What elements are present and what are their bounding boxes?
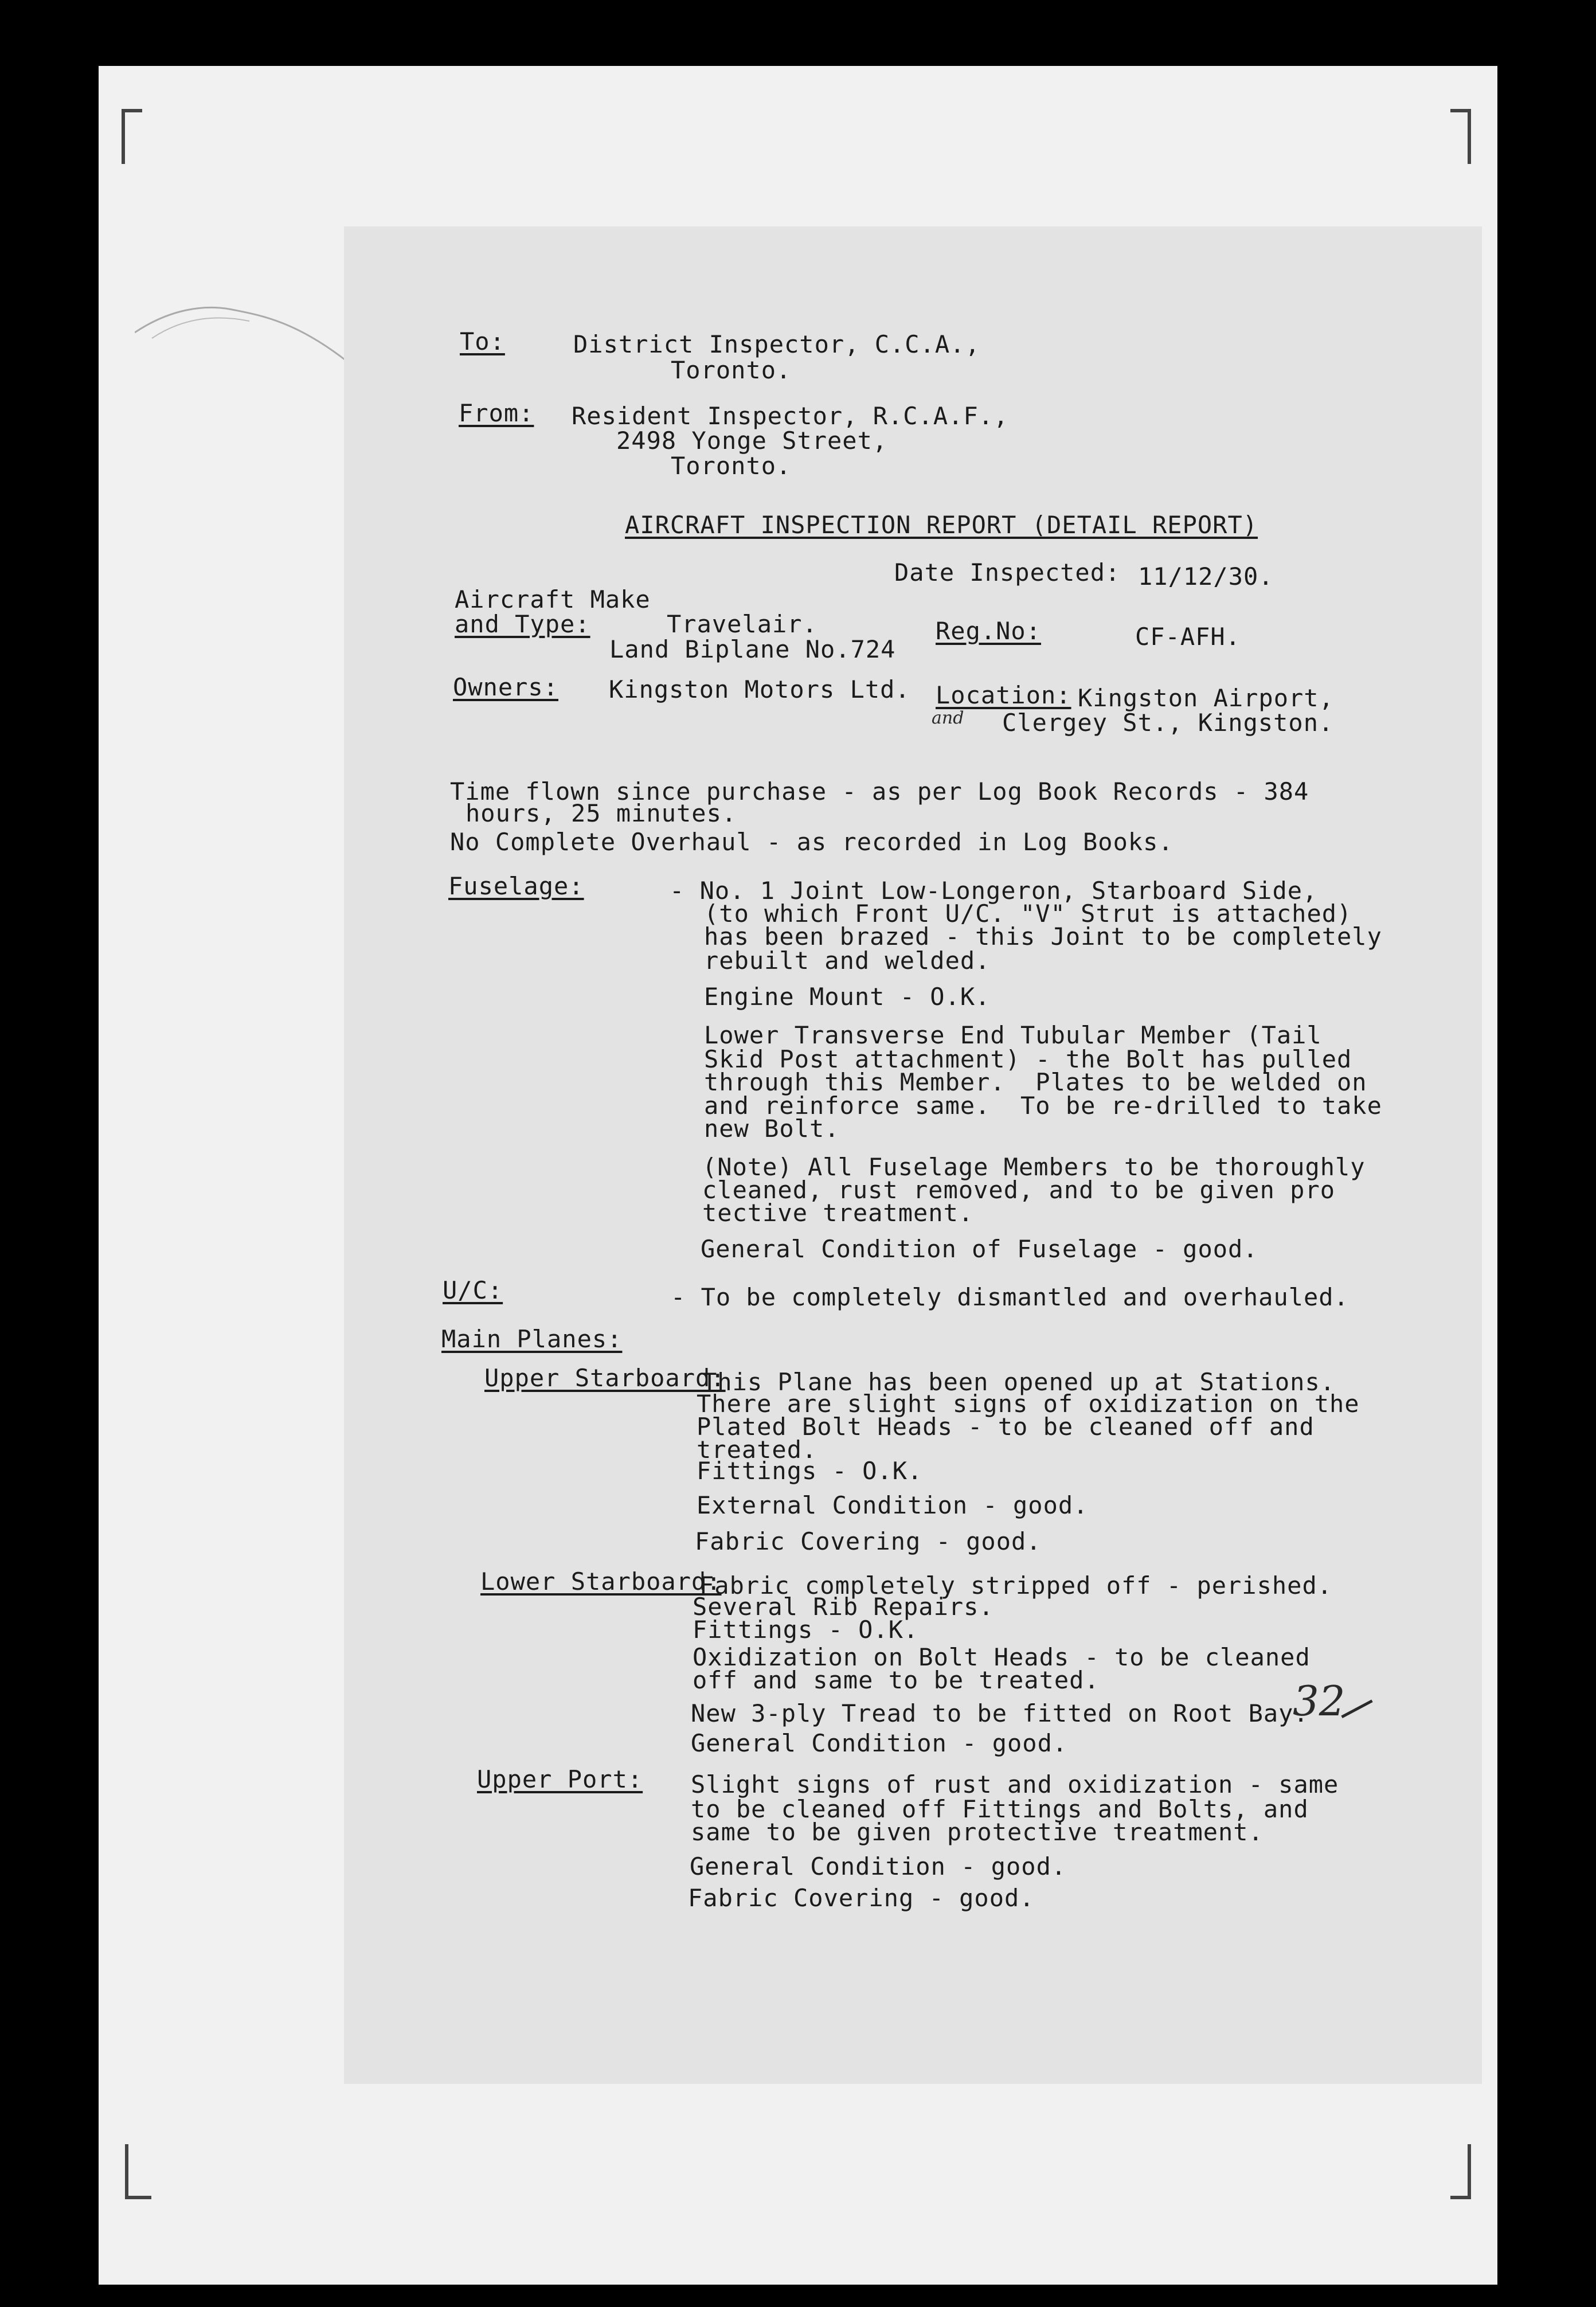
lower-starboard-line-6: New 3-ply Tread to be fitted on Root Bay.: [691, 1699, 1309, 1727]
uc-item: - To be completely dismantled and overhauled.: [671, 1283, 1349, 1311]
fuselage-item-5: General Condition of Fuselage - good.: [701, 1235, 1258, 1263]
lower-starboard-label: Lower Starboard:: [480, 1567, 722, 1596]
fuselage-item-1-line-4: rebuilt and welded.: [704, 947, 991, 975]
fuselage-item-3-line-2: Skid Post attachment) - the Bolt has pulled: [704, 1045, 1352, 1073]
fuselage-item-1-line-3: has been brazed - this Joint to be completely: [704, 922, 1382, 951]
lower-starboard-line-7: General Condition - good.: [691, 1729, 1068, 1757]
from-label: From:: [459, 399, 534, 427]
upper-starboard-line-5: Fittings - O.K.: [697, 1457, 923, 1485]
fuselage-item-4-line-1: (Note) All Fuselage Members to be thoroughly: [702, 1153, 1366, 1181]
reg-value: CF-AFH.: [1135, 623, 1241, 651]
upper-starboard-line-2: There are slight signs of oxidization on the: [697, 1390, 1360, 1418]
make-label-1: Aircraft Make: [455, 585, 651, 613]
main-planes-label: Main Planes:: [441, 1325, 623, 1353]
location-value-1: Kingston Airport,: [1078, 684, 1334, 712]
from-line-3: Toronto.: [671, 452, 792, 480]
fuselage-item-1-line-1: - No. 1 Joint Low-Longeron, Starboard Side,: [670, 877, 1318, 905]
fuselage-item-4-line-2: cleaned, rust removed, and to be given pro: [702, 1176, 1336, 1204]
upper-port-line-1: Slight signs of rust and oxidization - same: [691, 1770, 1339, 1798]
upper-starboard-line-1: This Plane has been opened up at Stations.: [702, 1368, 1336, 1396]
upper-starboard-line-7: Fabric Covering - good.: [695, 1527, 1042, 1555]
make-label-2: and Type:: [455, 610, 590, 638]
upper-port-line-4: General Condition - good.: [690, 1852, 1067, 1880]
upper-port-line-3: same to be given protective treatment.: [691, 1818, 1264, 1846]
handwritten-folio-number: 32: [1293, 1677, 1345, 1725]
fuselage-item-1-line-2: (to which Front U/C. "V" Strut is attached): [704, 900, 1352, 928]
crop-mark-top-left: [122, 109, 142, 164]
fuselage-item-3-line-4: and reinforce same. To be re-drilled to take: [704, 1092, 1382, 1120]
lower-starboard-line-5: off and same to be treated.: [693, 1666, 1100, 1694]
to-line-2: Toronto.: [671, 356, 792, 384]
paper-fiber-mark: [135, 298, 347, 367]
make-value-1: Travelair.: [667, 610, 817, 638]
location-value-2: Clergey St., Kingston.: [1002, 709, 1334, 737]
owners-value: Kingston Motors Ltd.: [609, 675, 910, 703]
to-line-1: District Inspector, C.C.A.,: [573, 330, 980, 358]
to-label: To:: [460, 327, 505, 355]
lower-starboard-line-3: Fittings - O.K.: [693, 1616, 919, 1644]
date-value: 11/12/30.: [1138, 562, 1274, 591]
lower-starboard-line-2: Several Rib Repairs.: [693, 1593, 994, 1621]
summary-line-3: No Complete Overhaul - as recorded in Log Books.: [450, 828, 1173, 856]
from-line-1: Resident Inspector, R.C.A.F.,: [572, 402, 1009, 430]
fuselage-item-3-line-1: Lower Transverse End Tubular Member (Tail: [704, 1021, 1322, 1049]
upper-starboard-line-3: Plated Bolt Heads - to be cleaned off and: [697, 1413, 1315, 1441]
location-label: Location:: [936, 681, 1071, 709]
handwritten-and: and: [932, 708, 964, 728]
summary-line-2: hours, 25 minutes.: [466, 799, 737, 827]
upper-port-line-2: to be cleaned off Fittings and Bolts, and: [691, 1795, 1309, 1823]
fuselage-item-3-line-5: new Bolt.: [704, 1115, 840, 1143]
crop-mark-top-right: [1450, 109, 1471, 164]
crop-mark-bottom-right: [1450, 2144, 1471, 2199]
fuselage-item-3-line-3: through this Member. Plates to be welded on: [704, 1068, 1367, 1096]
summary-line-1: Time flown since purchase - as per Log Book Records - 384: [450, 777, 1309, 806]
crop-mark-bottom-left: [125, 2144, 151, 2199]
owners-label: Owners:: [453, 673, 559, 701]
date-label: Date Inspected:: [894, 558, 1121, 586]
upper-port-line-5: Fabric Covering - good.: [688, 1884, 1035, 1912]
lower-starboard-line-1: Fabric completely stripped off - perished.: [699, 1571, 1333, 1600]
upper-port-label: Upper Port:: [477, 1765, 643, 1793]
upper-starboard-line-6: External Condition - good.: [697, 1491, 1089, 1519]
fuselage-item-4-line-3: tective treatment.: [702, 1199, 974, 1227]
fuselage-label: Fuselage:: [448, 872, 584, 900]
make-value-2: Land Biplane No.724: [609, 635, 896, 663]
upper-starboard-label: Upper Starboard:: [484, 1364, 726, 1392]
from-line-2: 2498 Yonge Street,: [616, 427, 888, 455]
fuselage-item-2: Engine Mount - O.K.: [704, 983, 991, 1011]
uc-label: U/C:: [443, 1276, 503, 1304]
reg-label: Reg.No:: [936, 617, 1042, 645]
lower-starboard-line-4: Oxidization on Bolt Heads - to be cleaned: [693, 1643, 1311, 1671]
report-title: AIRCRAFT INSPECTION REPORT (DETAIL REPORT): [625, 511, 1258, 539]
upper-starboard-line-4: treated.: [697, 1436, 817, 1464]
